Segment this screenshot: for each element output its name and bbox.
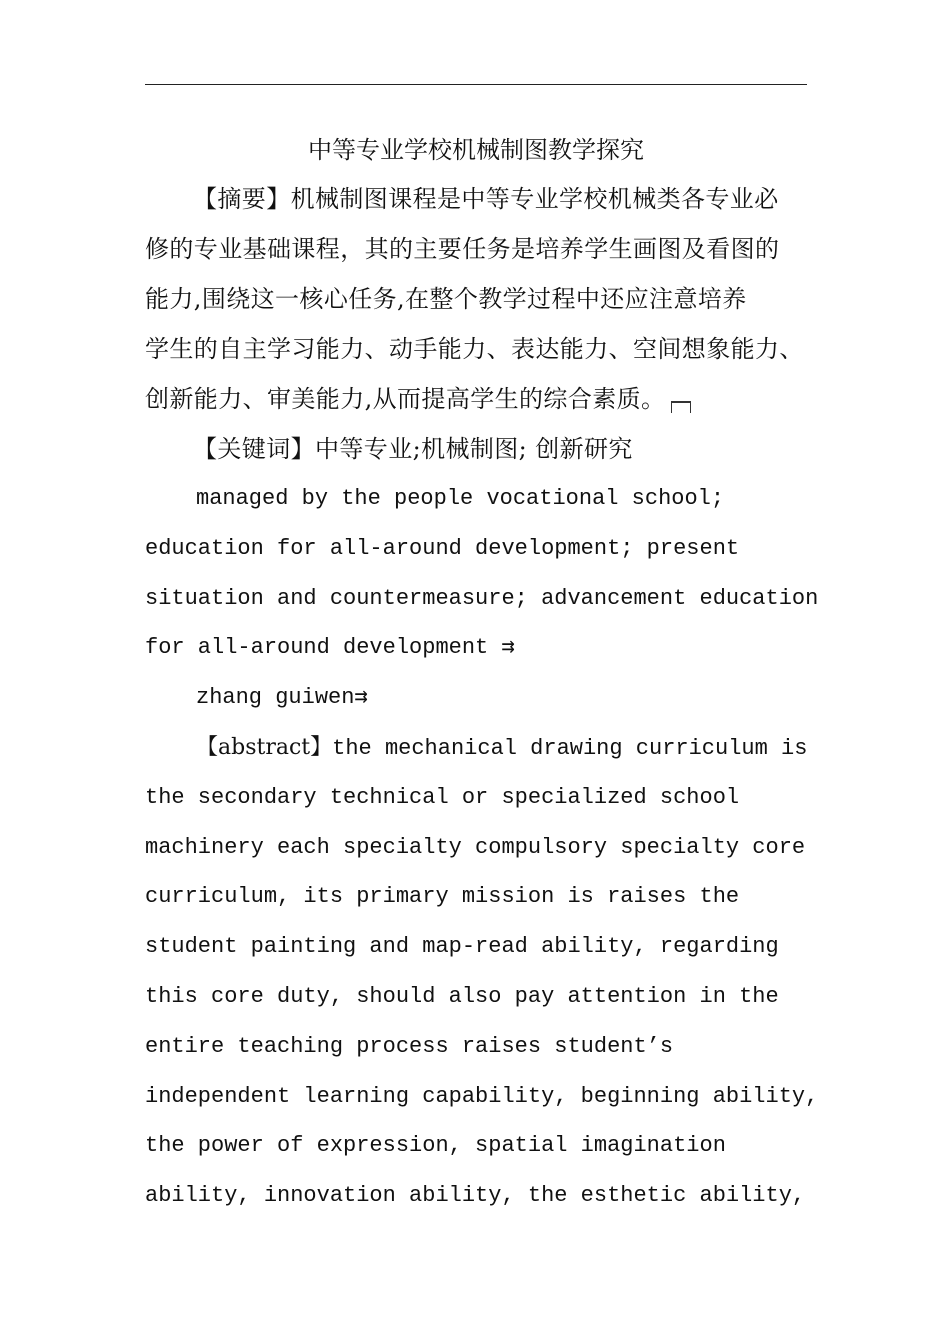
abstract-en-label: 【abstract】 [196,734,333,760]
abstract-en-first-line [145,723,825,773]
keywords-en-line-last [145,623,825,673]
abstract-cn-line: 【摘要】机械制图课程是中等专业学校机械类各专业必 [193,185,779,213]
header-rule [145,84,807,85]
keywords-en-line: managed by the people vocational school; [196,486,725,511]
document-title: 中等专业学校机械制图教学探究 [308,136,644,164]
keywords-en-line: education for all-around development; present [145,535,740,561]
abstract-cn-line: 能力,围绕这一核心任务,在整个教学过程中还应注意培养 [145,285,747,313]
abstract-cn-line: 修的专业基础课程，其的主要任务是培养学生画图及看图的 [145,235,780,263]
abstract-en-line: ability, innovation ability, the esthetic ability, [145,1183,806,1209]
keywords-en [145,474,825,1221]
abstract-en-line: student painting and map-read ability, regarding [145,934,779,960]
abstract-en-line: independent learning capability, beginning ability, [145,1083,819,1109]
abstract-en-line: curriculum, its primary mission is raises the [145,884,740,910]
line-break-mark-icon: ⇉ [501,635,515,661]
author-line [145,673,825,723]
abstract-en-line: the mechanical drawing curriculum is [332,735,808,761]
abstract-cn-line: 创新能力、审美能力,从而提高学生的综合素质。 [145,385,666,413]
abstract-en-line: machinery each specialty compulsory specialty core [145,834,806,860]
abstract-en-line: the power of expression, spatial imagination [145,1133,726,1159]
abstract-cn-line-last [145,374,807,424]
keywords-cn: 【关键词】中等专业;机械制图; 创新研究 [193,435,633,463]
abstract-en-line: the secondary technical or specialized school [145,784,740,810]
abstract-cn [145,174,807,474]
author-name: zhang guiwen [196,685,355,711]
line-break-mark-icon: ⇉ [354,685,368,711]
keywords-en-line: situation and countermeasure; advancement education [145,585,819,611]
keywords-en-line: for all-around development [145,635,502,661]
abstract-en-line: this core duty, should also pay attention in the [145,983,779,1009]
abstract-en-line: entire teaching process raises student’s [145,1033,674,1059]
abstract-cn-line: 学生的自主学习能力、动手能力、表达能力、空间想象能力、 [145,335,804,363]
paragraph-mark-icon [671,401,691,413]
